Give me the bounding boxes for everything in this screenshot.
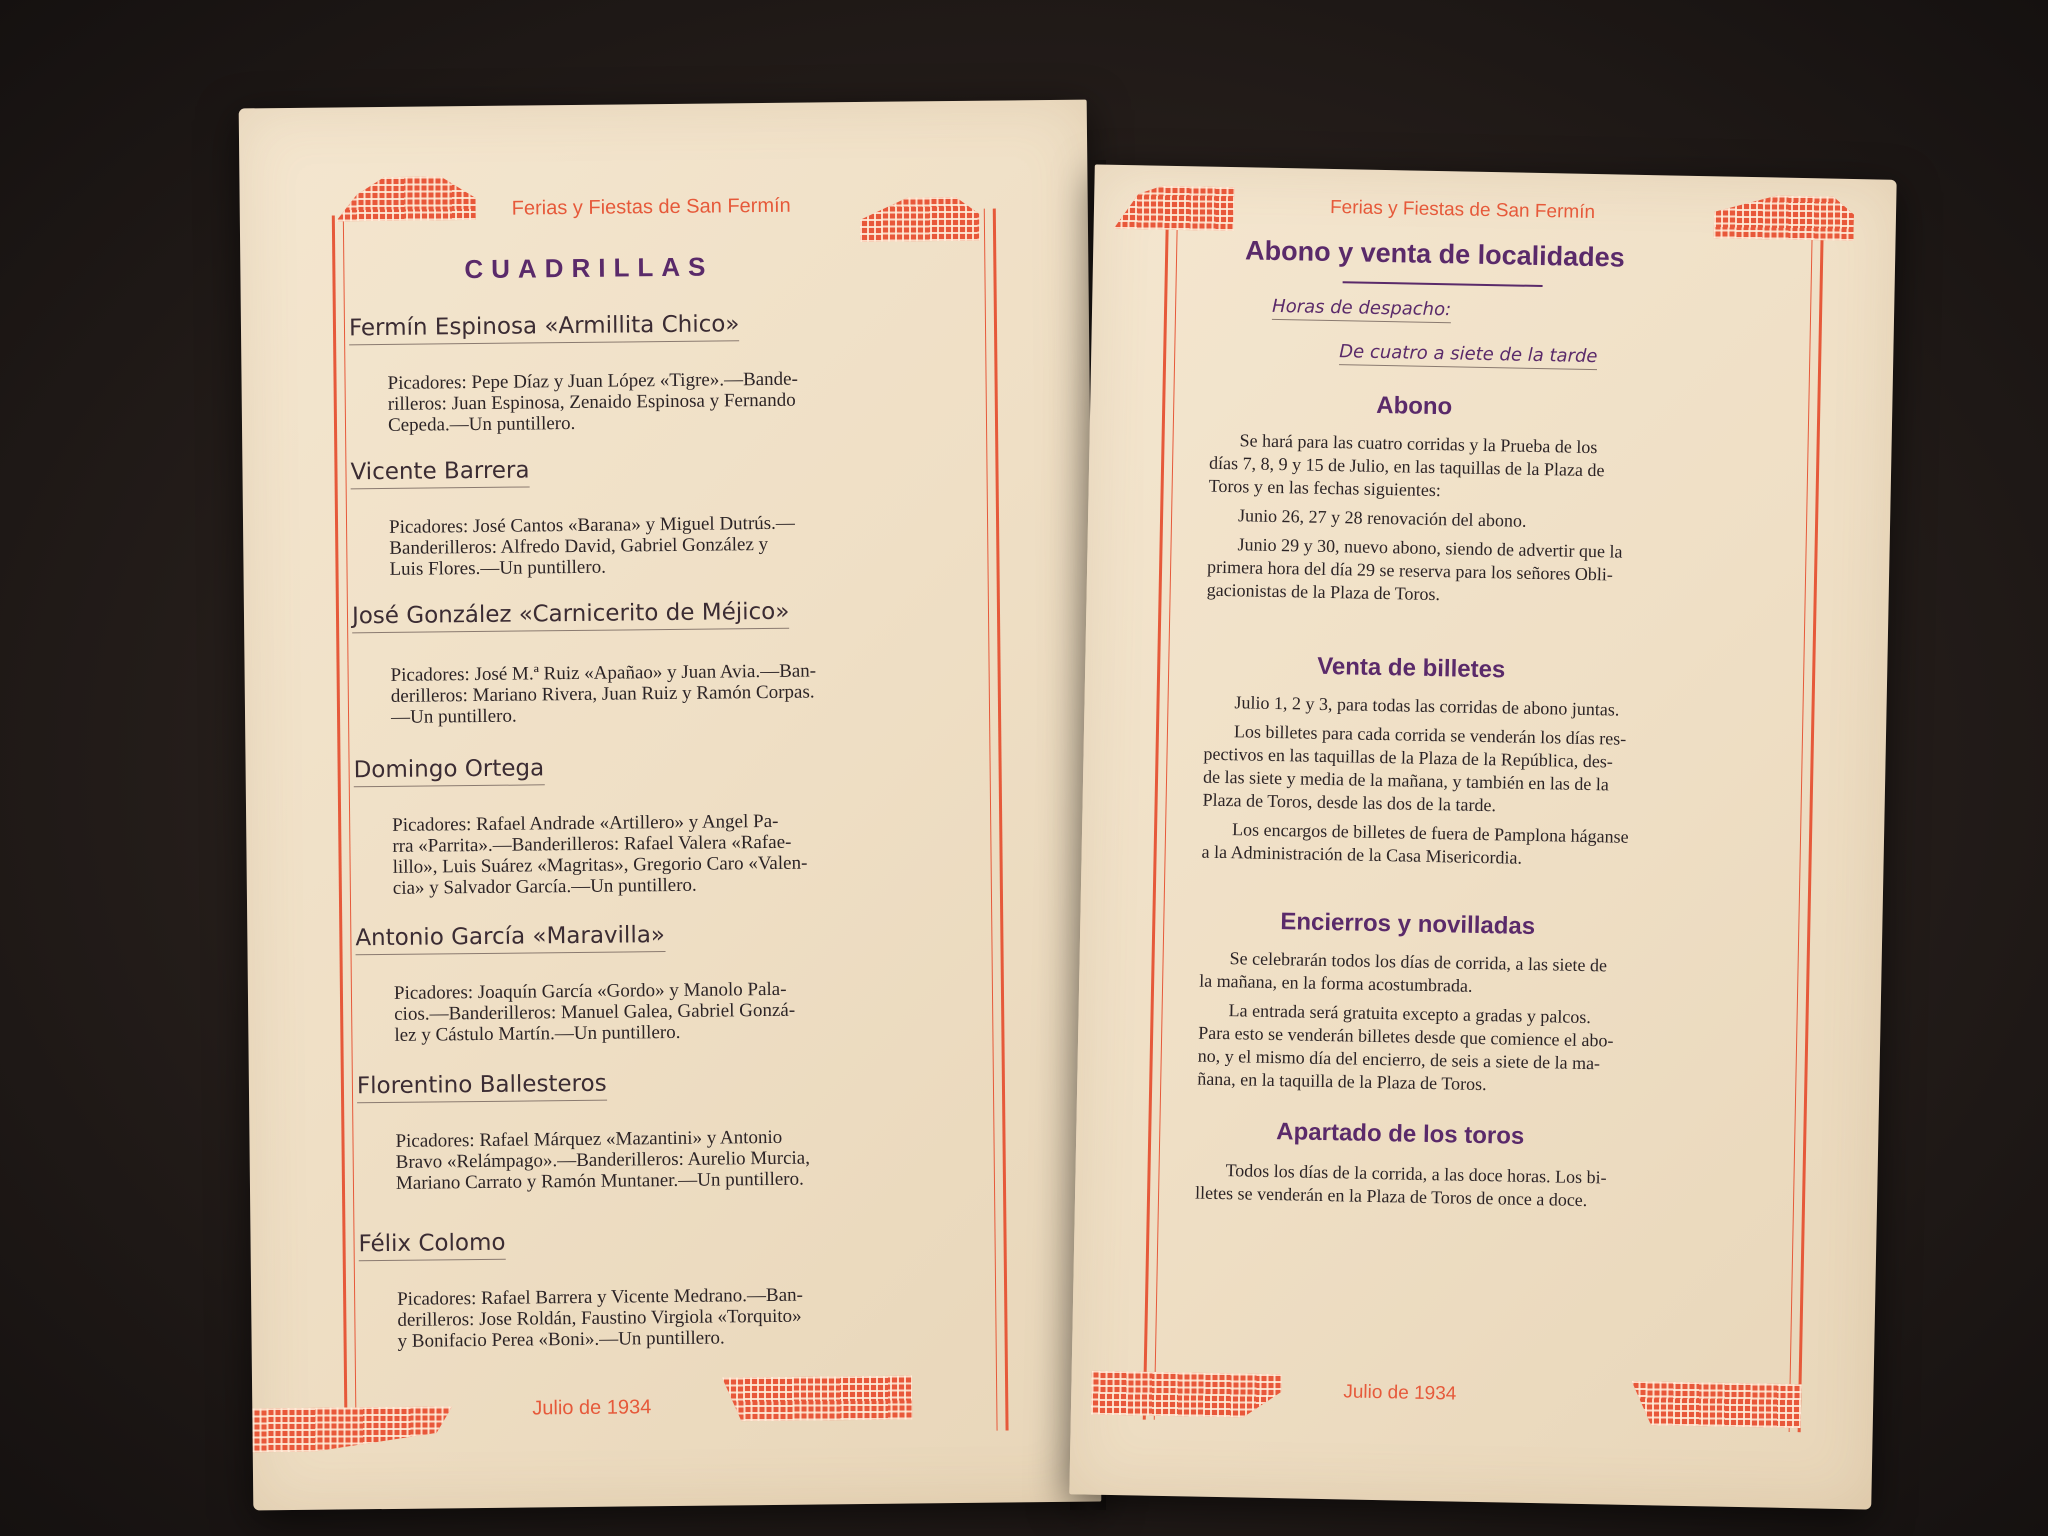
header-checker-right [1714,194,1855,241]
left-page [239,100,1102,1511]
section-title: Encierros y novilladas [1280,908,1536,941]
cuadrilla-name: Florentino Ballesteros [357,1071,607,1104]
header-checker-left [1114,185,1235,231]
page-footer: Julio de 1934 [532,1396,652,1420]
page-title: Abono y venta de localidades [1244,235,1626,273]
cuadrilla-text: Picadores: José Cantos «Barana» y Miguel Dutrús.— Banderilleros: Alfredo David, Gabriel González y Luis Flores.—Un puntillero. [388,512,795,580]
section-title: Venta de billetes [1316,652,1506,684]
cuadrilla-name: Fermín Espinosa «Armillita Chico» [349,311,740,345]
footer-checker-left [252,1406,452,1452]
section-text: Se hará para las cuatro corridas y la Prueba de los días 7, 8, 9 y 15 de Julio, en las taquillas de la Plaza de Toros y en las fechas siguientes: Junio 26, 27 y 28 renovación del abono. Junio 29 y 30, nuevo abono, siendo de advertir que la primera hora del día 29 se reserva para los señores Obli- gacionistas de la Plaza de Toros. [1206,430,1623,605]
section-text: Julio 1, 2 y 3, para todas las corridas de abono juntas. Los billetes para cada corrida se venderán los días res- pectivos en las taquillas de la Plaza de la República, des- de las siete y media de la mañana, y también en las de la Plaza de Toros, desde las dos de la tarde. Los encargos de billetes de fuera de Pamplona háganse a la Administración de la Casa Misericordia. [1201,692,1629,868]
cuadrilla-name: Domingo Ortega [353,755,544,787]
horas-label: Horas de despacho: [1272,296,1451,323]
cuadrilla-name: Antonio García «Maravilla» [355,922,665,955]
section-title: Apartado de los toros [1276,1118,1525,1150]
footer-checker-right [1631,1381,1802,1428]
section-text: Se celebrarán todos los días de corrida, a las siete de la mañana, en la forma acostumbrada. La entrada será gratuita excepto a gradas y palcos. Para esto se venderán billetes desde que comience el abo- no, y el mismo día del encierro, de seis a siete de la ma- ñana, en la taquilla de la Plaza de Toros. [1197,948,1614,1095]
cuadrilla-name: Vicente Barrera [350,457,529,489]
header-checker-left [335,176,475,221]
horas-value: De cuatro a siete de la tarde [1339,341,1598,370]
right-page [1069,164,1896,1509]
section-title: Abono [1376,391,1453,421]
page-header: Ferias y Fiestas de San Fermín [1329,196,1596,224]
cuadrilla-text: Picadores: José M.ª Ruiz «Apañao» y Juan Avia.—Ban- derilleros: Mariano Rivera, Juan Ruiz y Ramón Corpas. —Un puntillero. [390,660,817,728]
cuadrilla-name: José González «Carnicerito de Méjico» [352,599,790,634]
cuadrilla-name: Félix Colomo [358,1230,505,1262]
page-footer: Julio de 1934 [1343,1381,1457,1405]
footer-checker-right [722,1375,912,1421]
cuadrilla-text: Picadores: Rafael Barrera y Vicente Medrano.—Ban- derilleros: Jose Roldán, Faustino Virgiola «Torquito» y Bonifacio Perea «Boni».—Un puntillero. [397,1284,804,1352]
page-header: Ferias y Fiestas de San Fermín [511,194,791,220]
cuadrilla-text: Picadores: Rafael Márquez «Mazantini» y Antonio Bravo «Relámpago».—Banderilleros: Aurelio Murcia, Mariano Carrato y Ramón Muntaner.—Un puntillero. [395,1126,811,1194]
cuadrilla-text: Picadores: Joaquín García «Gordo» y Manolo Pala- cios.—Banderilleros: Manuel Galea, Gabriel Gonzá- lez y Cástulo Martín.—Un puntillero. [393,978,796,1046]
section-text: Todos los días de la corrida, a las doce horas. Los bi- lletes se venderán en la Plaza de Toros de once a doce. [1194,1160,1607,1211]
cuadrilla-text: Picadores: Pepe Díaz y Juan López «Tigre».—Bande- rilleros: Juan Espinosa, Zenaido Espinosa y Fernando Cepeda.—Un puntillero. [387,368,799,436]
page-title: CUADRILLAS [464,251,714,285]
header-checker-right [860,197,980,242]
cuadrilla-text: Picadores: Rafael Andrade «Artillero» y Angel Pa- rra «Parrita».—Banderilleros: Rafael Valera «Rafae- lillo», Luis Suárez «Magritas», Gregorio Caro «Valen- cia» y Salvador García.—Un puntillero. [392,810,808,899]
